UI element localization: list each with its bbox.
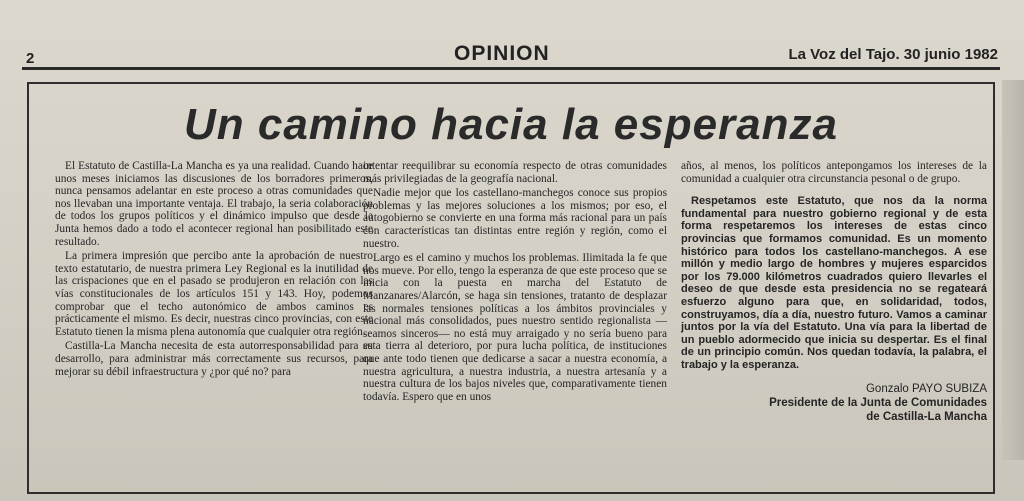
paragraph: intentar reequilibrar su economía respecto de otras comunidades más privilegiadas de la geografía nacional.	[363, 160, 667, 185]
paragraph: El Estatuto de Castilla-La Mancha es ya una realidad. Cuando hace unos meses iniciamos las discusiones de los borradores primeros, nunca pensamos adelantar en este proceso a otras comunidades que nos llevaban una importante ventaja. El trabajo, la seria colaboración de todos los grupos políticos y el dinámico impulso que desde la Junta hemos dado a todo el acontecer regional han posibilitado este resultado.	[55, 160, 373, 248]
page-number: 2	[26, 50, 35, 67]
section-title: OPINION	[454, 42, 550, 65]
signature-name: Gonzalo PAYO SUBIZA	[865, 382, 987, 395]
paragraph: Castilla-La Mancha necesita de esta autorresponsabilidad para su desarrollo, para administrar más correctamente sus recursos, para mejorar su débil infraestructura y ¿por qué no? para	[55, 340, 373, 378]
dateline: La Voz del Tajo. 30 junio 1982	[788, 46, 998, 63]
paragraph: años, al menos, los políticos antepongamos los intereses de la comunidad a cualquier otra circunstancia pesonal o de grupo.	[681, 160, 987, 185]
article-column-2	[363, 160, 667, 405]
paragraph: Largo es el camino y muchos los problemas. Ilimitada la fe que nos mueve. Por ello, tengo la esperanza de que este proceso que se inicia con la puesta en marcha del Estatuto de Manzanares/Alarcón, se haga sin tensiones, tratanto de desplazar las normales tensiones políticas a los ámbitos provinciales y nacional más consolidados, pues nuestro sentido regionalista — seamos sinceros— no está muy arraigado y no sería bueno para esta tierra al deterioro, por pura lucha política, de instituciones que ante todo tienen que dedicarse a sacar a nuestra economía, a nuestra agricultura, a nuestra industria, a nuestra artesanía y a nuestra cultura de los bajos niveles que, comparativamente tienen todavía. Espero que en unos	[363, 252, 667, 403]
headline: Un camino hacia la esperanza	[183, 100, 839, 149]
paragraph: La primera impresión que percibo ante la aprobación de nuestro texto estatutario, de nuestra primera Ley Regional es la inutilidad de las crispaciones que en el pasado se produjeron en relación con las vías constitucionales de los artículos 151 y 143. Hoy, podemos comprobar que el techo autonómico de ambos caminos es prácticamente el mismo. Es decir, nuestras cinco provincias, con este Estatuto tienen la misma plena autonomía que cualquier otra región.	[55, 250, 373, 338]
masthead-rule	[22, 67, 1000, 70]
article-column-1	[55, 160, 373, 380]
paragraph: Nadie mejor que los castellano-manchegos conoce sus propios problemas y las mejores soluciones a los mismos; por eso, el autogobierno se convierte en una forma más racional para un país con características tan distintas entre región y región, como el nuestro.	[363, 187, 667, 250]
signature	[681, 382, 987, 424]
masthead	[22, 38, 1002, 68]
article-column-3	[681, 160, 987, 424]
signature-role-2: de Castilla-La Mancha	[866, 410, 987, 423]
article-box	[27, 82, 995, 494]
paragraph: Respetamos este Estatuto, que nos da la norma fundamental para nuestro gobierno regional y de esta forma respetaremos los intereses de estas cinco provincias que formamos comunidad. Es un momento histórico para todos los castellano-manchegos. A ese millón y medio largo de hombres y mujeres esparcidos por los 79.000 kilómetros cuadrados quiero llevarles el deseo de que desde esta presidencia no se regateará esfuerzo alguno para que, en solidaridad, todos, construyamos, día a día, nuestro futuro. Vamos a caminar juntos por la vía del Estatuto. Una vía para la libertad de un pueblo adormecido que inicia su despertar. Es el final de un principio común. Nos quedan todavía, la palabra, el trabajo y la esperanza.	[681, 195, 987, 371]
signature-role-1: Presidente de la Junta de Comunidades	[769, 396, 987, 409]
adjacent-column-edge	[1002, 80, 1024, 460]
